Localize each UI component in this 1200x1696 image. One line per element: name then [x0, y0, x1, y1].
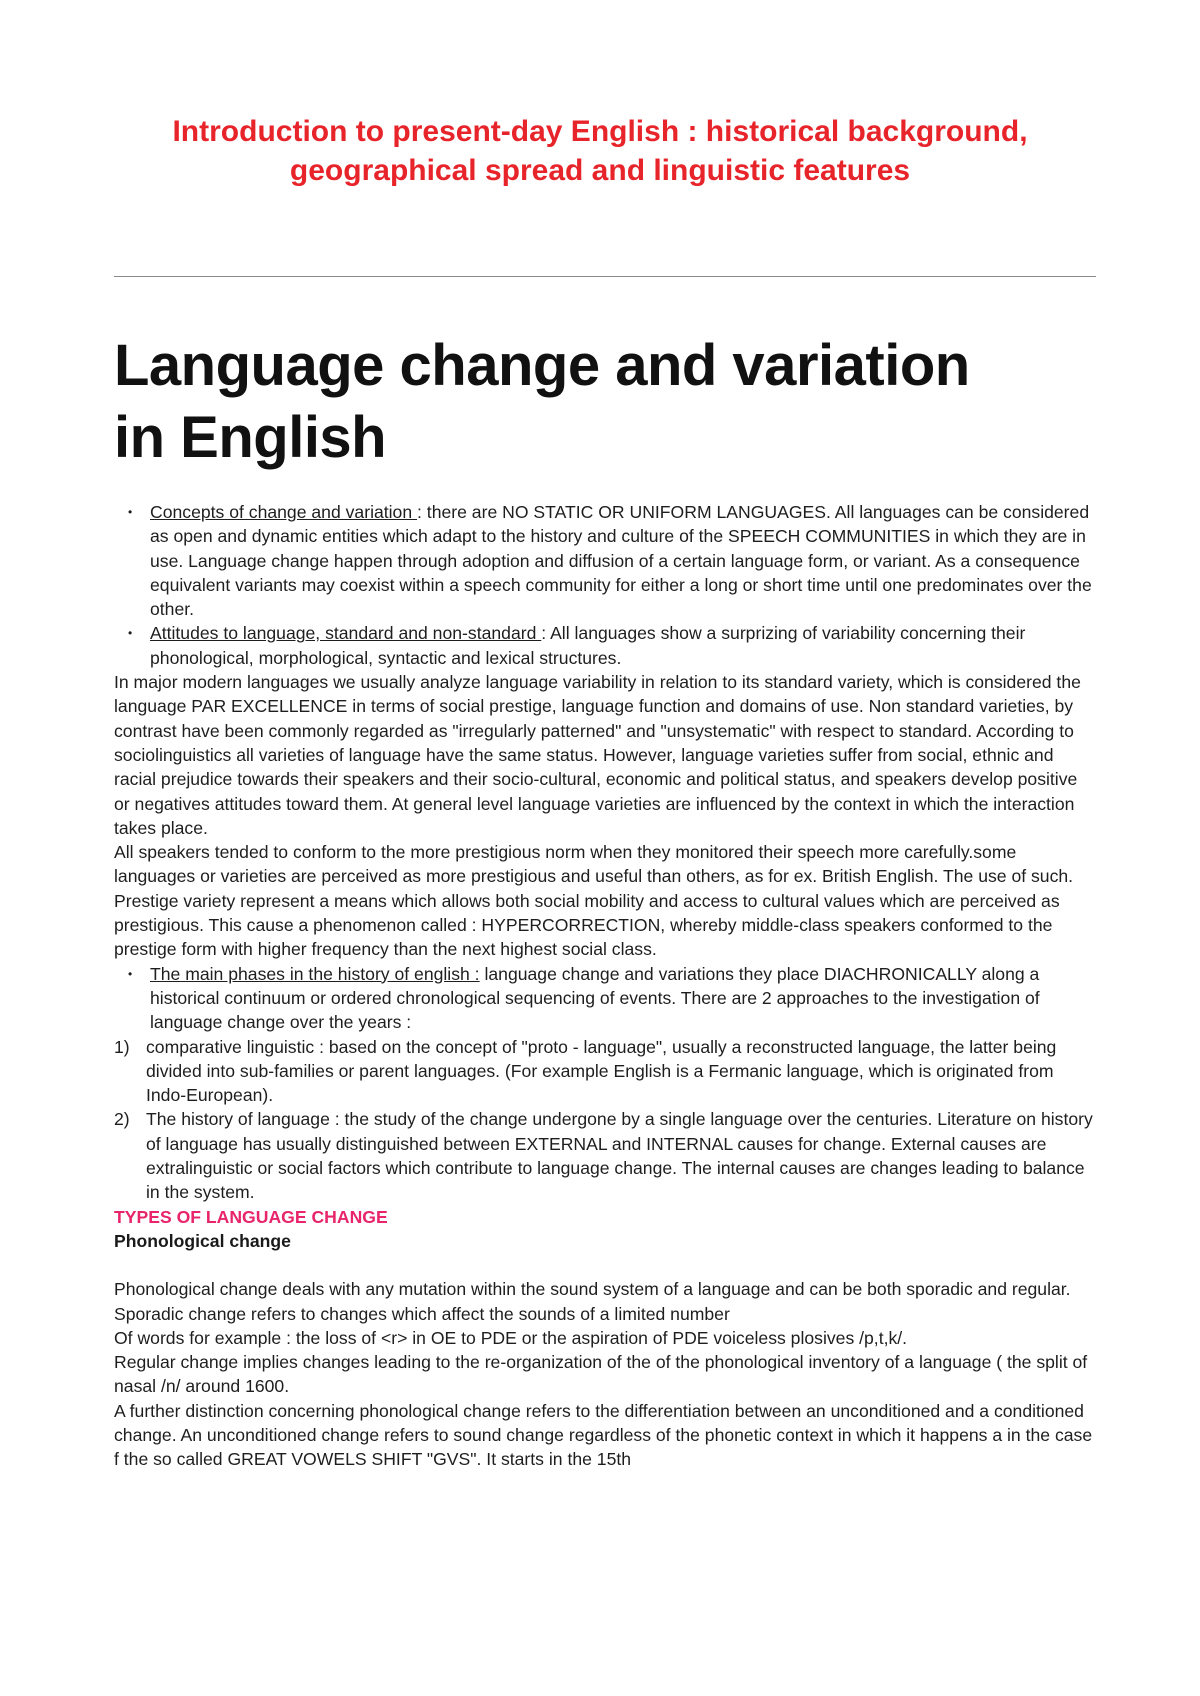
- paragraph: Regular change implies changes leading to the re-organization of the of the phonological inventory of a language ( the split of nasal /n/ around 1600.: [114, 1352, 1088, 1397]
- subsection-title: Phonological change: [114, 1230, 291, 1251]
- list-number: 2): [114, 1109, 130, 1130]
- bullet-label: Attitudes to language, standard and non-standard: [150, 623, 542, 644]
- horizontal-divider: [114, 276, 1096, 277]
- paragraph: All speakers tended to conform to the more prestigious norm when they monitored their speech more carefully.some languages or varieties are perceived as more prestigious and useful than others, as for ex. British English. The use of such. Prestige variety represent a means which allows both social mobility and access to cultural values which are perceived as prestigious. This cause a phenomenon called : HYPERCORRECTION, whereby middle-class speakers conformed to the prestige form with higher frequency than the next highest social class.: [114, 842, 1074, 960]
- list-item: [114, 1035, 1096, 1108]
- list-item: [114, 962, 1096, 1035]
- list-item-text: comparative linguistic : based on the concept of "proto - language", usually a reconstructed language, the latter being divided into sub-families or parent languages. (For example English is a Fermanic language, which is originated from Indo-European).: [146, 1036, 1057, 1106]
- bullet-text: : All languages show a surprizing of variability concerning their phonological, morphological, syntactic and lexical structures.: [150, 623, 1026, 668]
- bullet-list-concepts: [114, 500, 1096, 670]
- bullet-label: Concepts of change and variation: [150, 502, 418, 522]
- section-heading: [114, 330, 1094, 474]
- bullet-icon: •: [128, 966, 133, 981]
- list-item-text: The history of language : the study of the change undergone by a single language over the centuries. Literature on history of language has usually distinguished between EXTERNAL and INTERNAL causes for change. External causes are extralinguistic or social factors which contribute to language change. The internal causes are changes leading to balance in the system.: [146, 1109, 1093, 1203]
- bullet-label: The main phases in the history of english :: [150, 963, 480, 984]
- section-title: TYPES OF LANGUAGE CHANGE: [114, 1206, 388, 1227]
- section-heading-line-1: Language change and variation: [114, 333, 970, 398]
- list-number: 1): [114, 1036, 130, 1057]
- document-title-line-1: Introduction to present-day English : historical background,: [172, 115, 1028, 148]
- section-heading-line-2: in English: [114, 405, 387, 470]
- spacer: [114, 1253, 1096, 1277]
- document-title-line-2: geographical spread and linguistic features: [289, 154, 911, 187]
- bullet-icon: •: [128, 626, 133, 641]
- document-title: [100, 112, 1100, 190]
- bullet-text: language change and variations they place DIACHRONICALLY along a historical continuum or ordered chronological sequencing of events. There are 2 approaches to the investigation of language change over the years :: [150, 963, 1040, 1033]
- paragraph: Phonological change deals with any mutation within the sound system of a language and can be both sporadic and regular. Sporadic change refers to changes which affect the sounds of a limited number: [114, 1279, 1071, 1324]
- document-body: [114, 500, 1096, 1472]
- bullet-text: : there are NO STATIC OR UNIFORM LANGUAGES. All languages can be considered as open and dynamic entities which adapt to the history and culture of the SPEECH COMMUNITIES in which they are in use. Language change happen through adoption and diffusion of a certain language form, or variant. As a consequence equivalent variants may coexist within a speech community for either a long or short time until one predominates over the other.: [150, 502, 1092, 620]
- paragraph: In major modern languages we usually analyze language variability in relation to its standard variety, which is considered the language PAR EXCELLENCE in terms of social prestige, language function and domains of use. Non standard varieties, by contrast have been commonly regarded as "irregularly patterned" and "unsystematic" with respect to standard. According to sociolinguistics all varieties of language have the same status. However, language varieties suffer from social, ethnic and racial prejudice towards their speakers and their socio-cultural, economic and political status, and speakers develop positive or negatives attitudes toward them. At general level language varieties are influenced by the context in which the interaction takes place.: [114, 672, 1081, 838]
- list-item: [114, 500, 1096, 621]
- list-item: [114, 621, 1096, 670]
- bullet-list-history: [114, 962, 1096, 1035]
- list-item: [114, 1107, 1096, 1204]
- bullet-icon: •: [128, 505, 133, 519]
- paragraph: Of words for example : the loss of <r> in OE to PDE or the aspiration of PDE voiceless plosives /p,t,k/.: [114, 1327, 908, 1348]
- paragraph: A further distinction concerning phonological change refers to the differentiation between an unconditioned and a conditioned change. An unconditioned change refers to sound change regardless of the phonetic context in which it happens a in the case f the so called GREAT VOWELS SHIFT "GVS". It starts in the 15th: [114, 1400, 1093, 1470]
- numbered-list: [114, 1035, 1096, 1205]
